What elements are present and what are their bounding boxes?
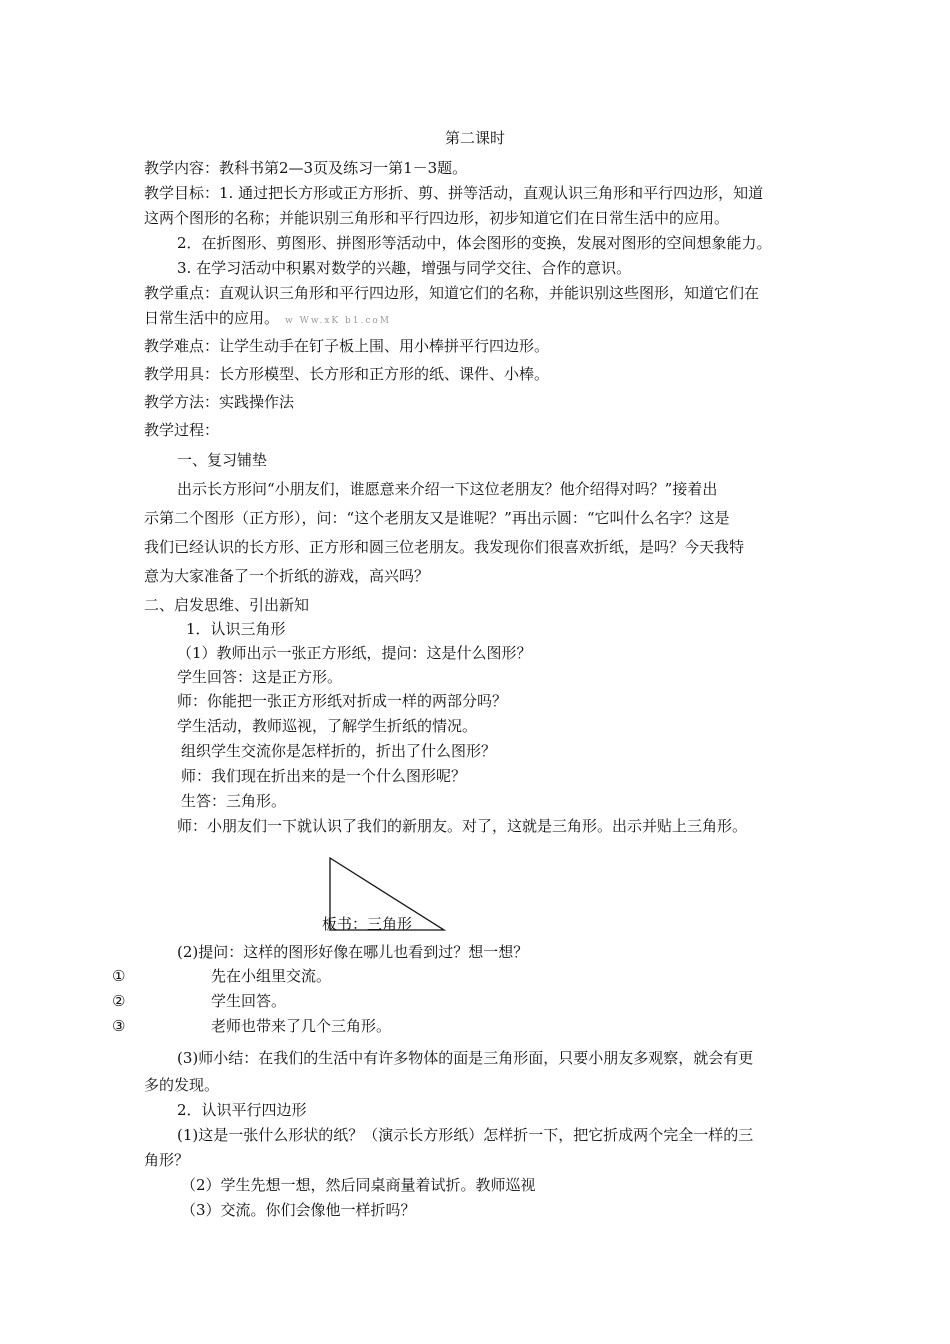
subsection-heading: 1．认识三角形 (186, 620, 286, 638)
text-line: （2）学生先想一想，然后同桌商量着试折。教师巡视 (181, 1176, 536, 1194)
page-title: 第二课时 (444, 129, 505, 147)
text-line: 这两个图形的名称；并能识别三角形和平行四边形，初步知道它们在日常生活中的应用。 (144, 209, 730, 227)
text-line: 角形？ (144, 1151, 190, 1169)
text-line: 组织学生交流你是怎样折的，折出了什么图形？ (181, 742, 497, 760)
list-marker: ① (112, 967, 126, 985)
section-heading: 二、启发思维、引出新知 (144, 596, 310, 614)
watermark: w Ww.xK b1.coM (285, 316, 392, 326)
text-line: 教学过程： (144, 421, 220, 439)
section-heading: 一、复习铺垫 (177, 451, 268, 469)
text-line: 出示长方形问“小朋友们，谁愿意来介绍一下这位老朋友？他介绍得对吗？”接着出 (177, 480, 718, 498)
text-line: 师：小朋友们一下就认识了我们的新朋友。对了，这就是三角形。出示并贴上三角形。 (177, 817, 748, 835)
text-line: 教学方法：实践操作法 (144, 393, 295, 411)
text-line: （1）教师出示一张正方形纸，提问：这是什么图形？ (177, 644, 532, 662)
list-marker: ③ (112, 1017, 126, 1035)
text-line: (3)师小结：在我们的生活中有许多物体的面是三角形面，只要小朋友多观察，就会有更 (177, 1049, 754, 1067)
text-line: (2)提问：这样的图形好像在哪儿也看到过？想一想？ (177, 943, 529, 961)
board-label: 板书：三角形 (322, 915, 413, 933)
subsection-heading: 2．认识平行四边形 (177, 1101, 307, 1119)
text-line: 我们已经认识的长方形、正方形和圆三位老朋友。我发现你们很喜欢折纸，是吗？今天我特 (144, 538, 745, 556)
text-line: 师：我们现在折出来的是一个什么图形呢？ (181, 767, 467, 785)
text-line: (1)这是一张什么形状的纸？（演示长方形纸）怎样折一下，把它折成两个完全一样的三 (177, 1126, 754, 1144)
text-line: 教学重点：直观认识三角形和平行四边形，知道它们的名称，并能识别这些图形，知道它们在 (144, 284, 760, 302)
list-item: 学生回答。 (211, 992, 287, 1010)
text-line: 3. 在学习活动中积累对数学的兴趣，增强与同学交往、合作的意识。 (177, 259, 632, 277)
list-marker: ② (112, 992, 126, 1010)
text-line: 生答：三角形。 (181, 792, 287, 810)
text-line: 教学难点：让学生动手在钉子板上围、用小棒拼平行四边形。 (144, 337, 550, 355)
text-line: 示第二个图形（正方形），问：“这个老朋友又是谁呢？”再出示圆：“它叫什么名字？这是 (144, 509, 730, 527)
text-line: 学生回答：这是正方形。 (177, 668, 343, 686)
list-item: 老师也带来了几个三角形。 (211, 1017, 392, 1035)
text-line: （3）交流。你们会像他一样折吗？ (181, 1201, 416, 1219)
list-item: 先在小组里交流。 (211, 967, 332, 985)
text-line: 教学目标：1. 通过把长方形或正方形折、剪、拼等活动，直观认识三角形和平行四边形，知道 (144, 184, 764, 202)
text-line: 多的发现。 (144, 1076, 220, 1094)
text-segment: 日常生活中的应用。 (144, 309, 280, 327)
text-line: 教学内容：教科书第2—3页及练习一第1－3题。 (144, 159, 468, 177)
text-line: 教学用具：长方形模型、长方形和正方形的纸、课件、小棒。 (144, 365, 550, 383)
text-line: 学生活动，教师巡视，了解学生折纸的情况。 (177, 717, 478, 735)
text-line: 意为大家准备了一个折纸的游戏，高兴吗？ (144, 567, 430, 585)
text-line (144, 308, 391, 331)
text-line: 2．在折图形、剪图形、拼图形等活动中，体会图形的变换，发展对图形的空间想象能力。 (177, 234, 772, 252)
text-line: 师：你能把一张正方形纸对折成一样的两部分吗？ (177, 692, 508, 710)
